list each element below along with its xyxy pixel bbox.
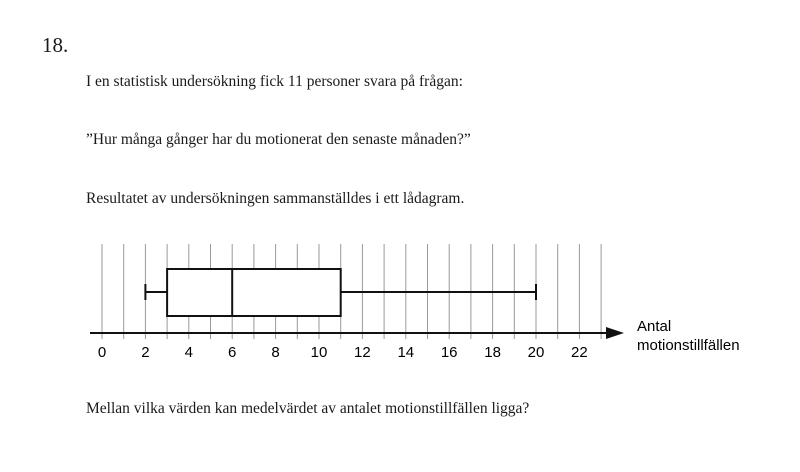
tick-label-14: 14 xyxy=(397,344,415,361)
x-axis xyxy=(90,327,624,339)
x-axis-label-line1: Antal xyxy=(637,318,672,335)
problem-number: 18. xyxy=(42,33,69,57)
result-text: Resultatet av undersökningen sammanställdes i ett lådagram. xyxy=(86,190,465,207)
tick-label-2: 2 xyxy=(141,344,150,361)
boxplot xyxy=(145,269,536,316)
tick-label-0: 0 xyxy=(97,344,107,361)
tick-label-12: 12 xyxy=(354,344,371,361)
tick-label-22: 22 xyxy=(571,344,588,361)
x-axis-arrow xyxy=(606,327,624,339)
box-iqr xyxy=(167,269,341,316)
tick-label-18: 18 xyxy=(484,344,501,361)
tick-label-10: 10 xyxy=(310,344,328,361)
tick-label-6: 6 xyxy=(228,344,237,361)
tick-label-20: 20 xyxy=(527,344,545,361)
intro-text: I en statistisk undersökning fick 11 personer svara på frågan: xyxy=(86,73,463,90)
tick-label-4: 4 xyxy=(184,344,193,361)
x-axis-label-line2: motionstillfällen xyxy=(637,337,740,354)
tick-label-8: 8 xyxy=(271,344,280,361)
survey-question: ”Hur många gånger har du motionerat den senaste månaden?” xyxy=(86,131,471,148)
question-text: Mellan vilka värden kan medelvärdet av antalet motionstillfällen ligga? xyxy=(86,400,530,417)
tick-labels xyxy=(98,344,588,361)
tick-label-16: 16 xyxy=(440,344,458,361)
